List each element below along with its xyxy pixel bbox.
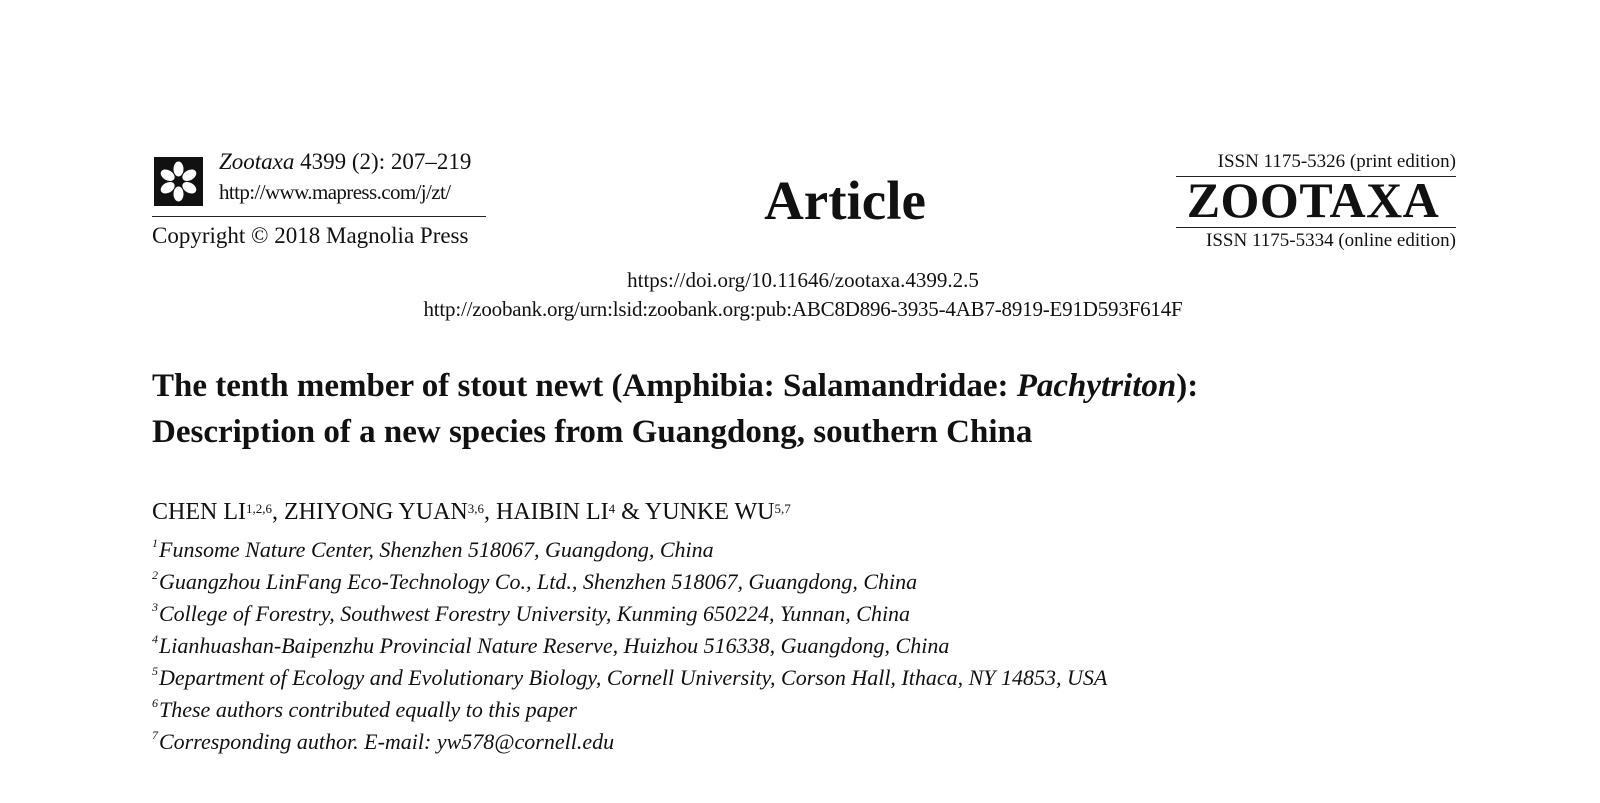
author-affiliation-marks: 1,2,6 [245,501,272,516]
affiliation-item [152,598,1107,630]
affiliation-text: Corresponding author. E-mail: yw578@cornell.edu [159,729,615,754]
affiliation-number: 5 [152,664,158,678]
author-separator: , [483,499,496,525]
author-affiliation-marks: 5,7 [774,501,791,516]
affiliation-text: College of Forestry, Southwest Forestry University, Kunming 650224, Yunnan, China [159,601,911,626]
affiliation-item [152,662,1107,694]
affiliation-number: 3 [152,600,158,614]
affiliation-item [152,726,1107,758]
author-name: YUNKE WU [644,499,775,525]
author [152,499,284,525]
author-name: ZHIYONG YUAN [283,499,468,525]
affiliation-text: Department of Ecology and Evolutionary Biology, Cornell University, Corson Hall, Ithaca, NY 14853, USA [159,665,1108,690]
journal-brand: ZOOTAXA [1186,172,1440,228]
affiliation-number: 7 [152,728,158,742]
affiliation-text: Guangzhou LinFang Eco-Technology Co., Ltd., Shenzhen 518067, Guangdong, China [159,569,918,594]
citation-volume-pages: 4399 (2): 207–219 [300,149,472,174]
title-line-1-prefix: The tenth member of stout newt (Amphibia: Salamandridae: [152,368,1017,404]
affiliation-number: 6 [152,696,158,710]
title-line-1 [152,363,1532,409]
affiliation-text: Funsome Nature Center, Shenzhen 518067, Guangdong, China [159,537,714,562]
issn-print: ISSN 1175-5326 (print edition) [1217,151,1456,172]
title-line-2: Description of a new species from Guangdong, southern China [152,414,1033,450]
author-name: HAIBIN LI [495,499,609,525]
zoobank-link[interactable]: http://zoobank.org/urn:lsid:zoobank.org:pub:ABC8D896-3935-4AB7-8919-E91D593F614F [423,297,1183,321]
author-separator: & [615,499,645,525]
affiliation-text: These authors contributed equally to this paper [159,697,577,722]
author-separator: , [271,499,284,525]
flower-logo-icon [154,157,203,206]
affiliation-item [152,566,1107,598]
author-name: CHEN LI [152,499,246,525]
affiliation-item [152,630,1107,662]
doi-link[interactable]: https://doi.org/10.11646/zootaxa.4399.2.5 [627,268,979,292]
copyright-notice: Copyright © 2018 Magnolia Press [152,223,469,248]
affiliation-item [152,694,1107,726]
header-left-divider [152,216,486,217]
affiliation-number: 1 [152,536,158,550]
issn-online: ISSN 1175-5334 (online edition) [1206,230,1456,251]
journal-name: Zootaxa [219,149,295,174]
author-affiliation-marks: 4 [608,501,616,516]
author-list [152,497,791,527]
affiliation-number: 4 [152,632,158,646]
affiliation-item [152,534,1107,566]
author-affiliation-marks: 3,6 [467,501,484,516]
affiliation-number: 2 [152,568,158,582]
journal-url-link[interactable]: http://www.mapress.com/j/zt/ [219,180,451,204]
author [645,499,791,525]
journal-citation [219,148,471,176]
affiliation-text: Lianhuashan-Baipenzhu Provincial Nature Reserve, Huizhou 516338, Guangdong, China [159,633,950,658]
author [284,499,496,525]
title-genus-italic: Pachytriton [1016,368,1177,404]
author [496,499,645,525]
brand-bottom-rule [1176,227,1456,228]
affiliation-list [152,534,1107,758]
article-type-heading: Article [764,170,926,231]
paper-title [152,363,1532,455]
title-line-1-suffix: ): [1176,368,1199,404]
